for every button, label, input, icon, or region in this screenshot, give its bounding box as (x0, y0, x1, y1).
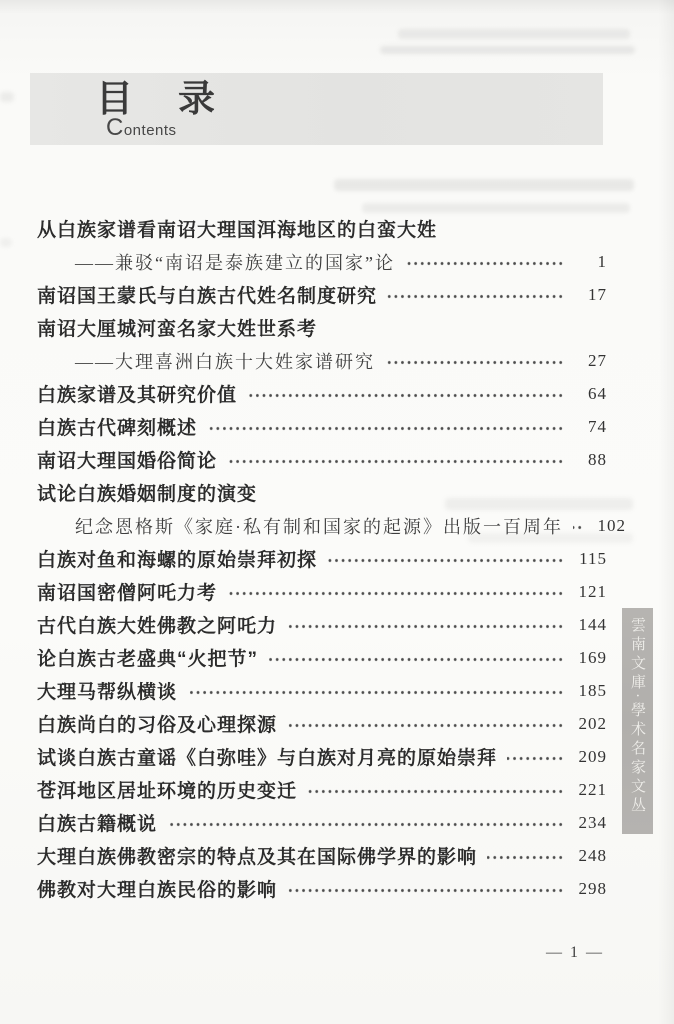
dot-leader (287, 608, 564, 641)
series-label: 雲南文庫·學术名家文丛 (629, 617, 645, 816)
page-number-footer: — 1 — (546, 944, 604, 961)
dot-leader (287, 872, 564, 905)
toc-entry (37, 311, 607, 344)
bleedthrough-artifact (0, 92, 14, 102)
toc-entry (37, 278, 607, 311)
toc-entry-page: 221 (578, 779, 607, 799)
bleedthrough-artifact (0, 238, 12, 247)
dot-leader (207, 410, 564, 443)
toc-entry-title: 白族古代碑刻概述 (37, 418, 198, 439)
toc-entry (37, 410, 607, 443)
toc-entry (37, 542, 607, 575)
toc-entry-title: 试论白族婚姻制度的演变 (37, 484, 258, 505)
toc-entry (37, 806, 607, 839)
toc-entry (37, 674, 607, 707)
dot-leader (385, 344, 564, 377)
toc-entry-title: 南诏国王蒙氏与白族古代姓名制度研究 (37, 286, 378, 307)
toc-entry (37, 839, 607, 872)
toc-entry-page: 202 (578, 713, 607, 733)
toc-list (37, 212, 626, 905)
toc-entry-page: 234 (578, 812, 607, 832)
dot-leader (227, 575, 564, 608)
contents-header-band (30, 73, 603, 145)
toc-entry (37, 641, 607, 674)
toc-entry-title: 大理马帮纵横谈 (37, 682, 178, 703)
page-title: 目 录 (96, 78, 219, 119)
toc-entry-title: 南诏国密僧阿吒力考 (37, 583, 218, 604)
dot-leader (247, 377, 564, 410)
toc-entry-title: ——兼驳“南诏是泰族建立的国家”论 (75, 252, 395, 273)
bleedthrough-artifact (398, 29, 630, 39)
series-label-strip (622, 608, 653, 834)
toc-entry-page: 144 (578, 614, 607, 634)
bleedthrough-artifact (380, 46, 635, 54)
toc-entry-title: 大理白族佛教密宗的特点及其在国际佛学界的影响 (37, 847, 478, 868)
toc-entry-page: 27 (588, 350, 607, 370)
dot-leader (327, 542, 564, 575)
toc-entry-title: 佛教对大理白族民俗的影响 (37, 880, 278, 901)
toc-entry (37, 509, 626, 542)
toc-entry-page: 209 (578, 746, 607, 766)
dot-leader (227, 443, 564, 476)
dot-leader (167, 806, 564, 839)
toc-entry-page: 298 (578, 878, 607, 898)
dot-leader (405, 245, 564, 278)
toc-entry-page: 88 (588, 449, 607, 469)
toc-entry (37, 476, 607, 509)
dot-leader (287, 707, 564, 740)
toc-entry-title: 白族尚白的习俗及心理探源 (37, 715, 278, 736)
toc-entry-page: 185 (578, 680, 607, 700)
dot-leader (187, 674, 564, 707)
toc-entry-title: ——大理喜洲白族十大姓家谱研究 (75, 351, 375, 372)
toc-entry-title: 苍洱地区居址环境的历史变迁 (37, 781, 298, 802)
dot-leader (573, 509, 583, 542)
toc-entry (37, 608, 607, 641)
toc-entry (37, 245, 607, 278)
dot-leader (507, 740, 564, 773)
dot-leader (487, 839, 564, 872)
toc-entry-title: 试谈白族古童谣《白弥哇》与白族对月亮的原始崇拜 (37, 748, 498, 769)
toc-entry (37, 377, 607, 410)
toc-entry-page: 64 (588, 383, 607, 403)
toc-entry-title: 白族对鱼和海螺的原始崇拜初探 (37, 550, 318, 571)
toc-entry-page: 121 (578, 581, 607, 601)
toc-entry-page: 248 (578, 845, 607, 865)
toc-entry-title: 纪念恩格斯《家庭·私有制和国家的起源》出版一百周年 (75, 516, 563, 537)
toc-entry-page: 169 (578, 647, 607, 667)
page-title-english: Contents (106, 114, 177, 141)
dot-leader (387, 278, 564, 311)
toc-entry-title: 古代白族大姓佛教之阿吒力 (37, 616, 278, 637)
dot-leader (307, 773, 564, 806)
toc-entry-title: 从白族家谱看南诏大理国洱海地区的白蛮大姓 (37, 220, 438, 241)
toc-entry (37, 212, 607, 245)
toc-entry-title: 南诏大理国婚俗简论 (37, 451, 218, 472)
toc-entry (37, 872, 607, 905)
toc-entry-page: 102 (597, 515, 626, 535)
toc-entry (37, 707, 607, 740)
toc-entry-title: 白族古籍概说 (37, 814, 158, 835)
toc-entry-page: 74 (588, 416, 607, 436)
toc-entry (37, 740, 607, 773)
toc-entry (37, 344, 607, 377)
toc-entry-page: 17 (588, 284, 607, 304)
toc-entry-title: 白族家谱及其研究价值 (37, 385, 238, 406)
dot-leader (268, 641, 564, 674)
toc-entry-page: 115 (579, 548, 607, 568)
toc-entry-page: 1 (597, 251, 607, 271)
toc-entry (37, 773, 607, 806)
toc-entry-title: 南诏大厘城河蛮名家大姓世系考 (37, 319, 318, 340)
toc-entry (37, 443, 607, 476)
toc-entry-title: 论白族古老盛典“火把节” (37, 649, 259, 670)
toc-entry (37, 575, 607, 608)
bleedthrough-artifact (334, 179, 634, 191)
